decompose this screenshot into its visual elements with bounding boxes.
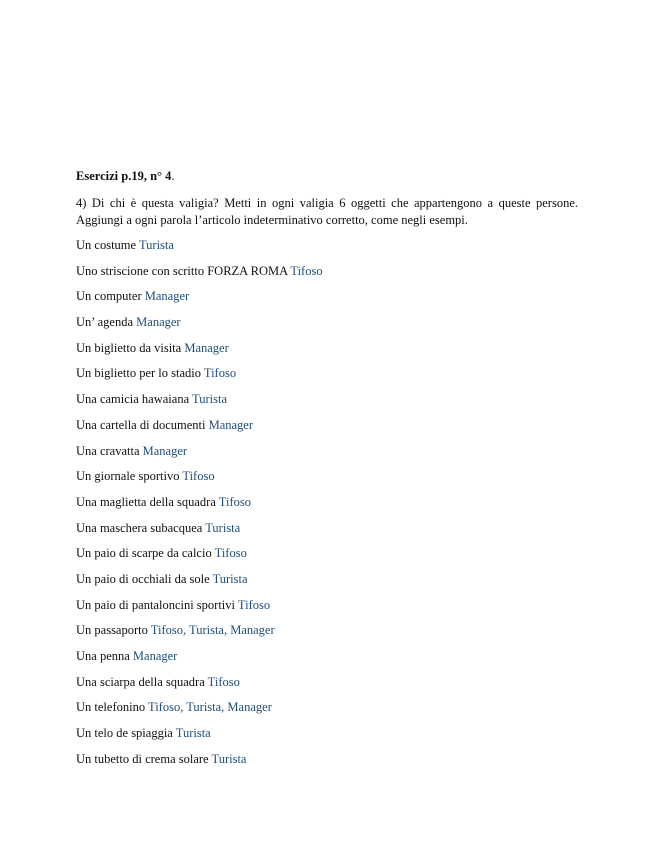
item-owner: Tifoso, Turista, Manager bbox=[148, 700, 272, 715]
list-item bbox=[76, 597, 578, 623]
item-owner: Tifoso bbox=[214, 546, 247, 561]
item-object: Una maschera subacquea bbox=[76, 520, 203, 535]
item-owner: Turista bbox=[205, 520, 241, 535]
item-owner: Manager bbox=[208, 417, 254, 432]
item-object: Una sciarpa della squadra bbox=[76, 674, 205, 689]
list-item bbox=[76, 365, 578, 391]
item-owner: Tifoso bbox=[237, 597, 271, 612]
item-object: Un telefonino bbox=[76, 700, 146, 715]
item-owner: Tifoso bbox=[207, 674, 240, 689]
list-item bbox=[76, 417, 578, 443]
list-item bbox=[76, 237, 578, 263]
title-suffix: . bbox=[171, 169, 175, 183]
list-item bbox=[76, 468, 578, 494]
item-object: Un paio di occhiali da sole bbox=[76, 571, 210, 586]
list-item bbox=[76, 699, 578, 725]
item-owner: Tifoso, Turista, Manager bbox=[150, 623, 275, 638]
list-item bbox=[76, 494, 578, 520]
list-item bbox=[76, 391, 578, 417]
item-owner: Turista bbox=[211, 751, 247, 766]
list-item bbox=[76, 648, 578, 674]
list-item bbox=[76, 674, 578, 700]
item-owner: Manager bbox=[136, 315, 181, 330]
item-object: Una cravatta bbox=[76, 443, 140, 458]
item-owner: Turista bbox=[212, 571, 248, 586]
item-object: Un biglietto da visita bbox=[76, 340, 182, 355]
item-owner: Manager bbox=[132, 649, 178, 663]
item-object: Un computer bbox=[76, 289, 142, 304]
item-object: Una maglietta della squadra bbox=[76, 494, 216, 509]
item-owner: Manager bbox=[184, 340, 229, 355]
list-item bbox=[76, 288, 578, 314]
document-page bbox=[76, 168, 578, 776]
list-item bbox=[76, 622, 578, 648]
list-item bbox=[76, 314, 578, 340]
item-object: Un tubetto di crema solare bbox=[76, 751, 209, 766]
item-object: Un telo de spiaggia bbox=[76, 726, 173, 741]
item-object: Una camicia hawaiana bbox=[76, 392, 190, 407]
items-list bbox=[76, 237, 578, 776]
list-item bbox=[76, 725, 578, 751]
item-owner: Turista bbox=[192, 392, 228, 407]
list-item bbox=[76, 263, 578, 289]
list-item bbox=[76, 751, 578, 777]
item-object: Un costume bbox=[76, 238, 137, 252]
item-object: Una penna bbox=[76, 649, 130, 663]
item-owner: Turista bbox=[138, 238, 174, 252]
item-owner: Manager bbox=[144, 289, 190, 304]
list-item bbox=[76, 443, 578, 469]
item-owner: Tifoso bbox=[218, 494, 251, 509]
item-object: Una cartella di documenti bbox=[76, 417, 206, 432]
item-owner: Manager bbox=[142, 443, 188, 458]
list-item bbox=[76, 340, 578, 366]
item-owner: Tifoso bbox=[290, 263, 323, 278]
list-item bbox=[76, 545, 578, 571]
title-text: Esercizi p.19, n° 4 bbox=[76, 169, 172, 183]
list-item bbox=[76, 571, 578, 597]
item-object: Un paio di pantaloncini sportivi bbox=[76, 597, 236, 612]
item-owner: Tifoso bbox=[203, 366, 237, 381]
item-owner: Turista bbox=[175, 726, 211, 741]
item-object: Un paio di scarpe da calcio bbox=[76, 546, 212, 561]
item-object: Uno striscione con scritto FORZA ROMA bbox=[76, 263, 288, 278]
list-item bbox=[76, 520, 578, 546]
exercise-title bbox=[76, 168, 578, 185]
instructions: 4) Di chi è questa valigia? Metti in ogni valigia 6 oggetti che appartengono a queste persone. Aggiungi a ogni parola l’articolo indeterminativo corretto, come negli esempi. bbox=[76, 196, 578, 227]
item-object: Un giornale sportivo bbox=[76, 469, 180, 484]
item-object: Un’ agenda bbox=[76, 315, 134, 330]
item-object: Un passaporto bbox=[76, 623, 148, 638]
item-object: Un biglietto per lo stadio bbox=[76, 366, 201, 381]
item-owner: Tifoso bbox=[182, 469, 215, 484]
